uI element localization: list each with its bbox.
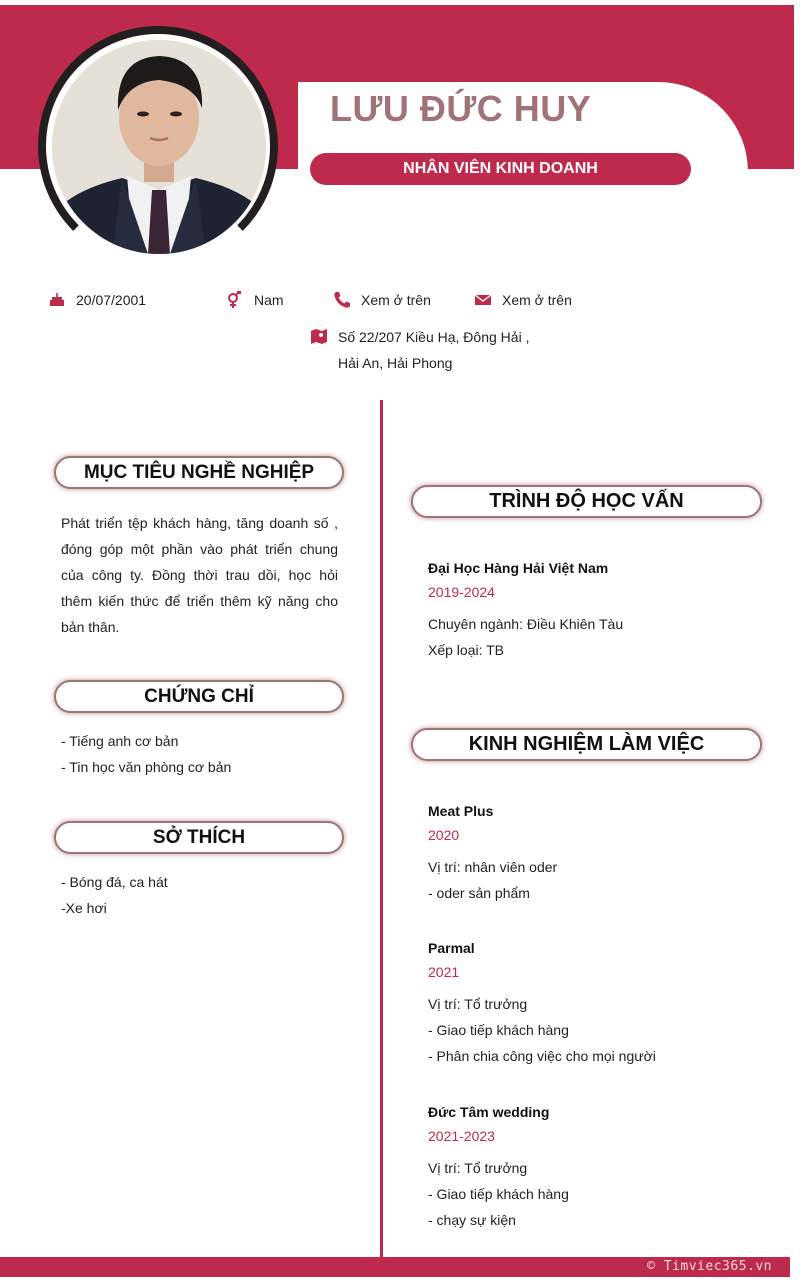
birthday-text: 20/07/2001 (76, 292, 147, 308)
experience-heading: KINH NGHIỆM LÀM VIỆC (411, 728, 762, 761)
list-item: -Xe hơi (61, 900, 107, 916)
education-years: 2019-2024 (428, 584, 495, 600)
contact-gender (226, 291, 284, 309)
avatar-portrait (52, 40, 266, 254)
job-years: 2021 (428, 964, 460, 980)
education-grade: Xếp loại: TB (428, 642, 505, 658)
phone-icon (333, 291, 351, 309)
gender-text: Nam (254, 292, 284, 308)
certificates-heading: CHỨNG CHỈ (54, 680, 344, 713)
certificates-list (61, 728, 231, 780)
job-line: - oder sản phẩm (428, 885, 530, 901)
contact-phone (333, 291, 431, 309)
envelope-icon (474, 291, 492, 309)
job-line: - Giao tiếp khách hàng (428, 1022, 569, 1038)
job-line: Vị trí: Tổ trưởng (428, 1160, 528, 1176)
hobbies-heading: SỞ THÍCH (54, 821, 344, 854)
column-divider (380, 400, 383, 1258)
map-pin-icon (310, 327, 328, 345)
job-title-badge: NHÂN VIÊN KINH DOANH (310, 153, 691, 185)
candidate-name: LƯU ĐỨC HUY (330, 88, 592, 129)
job-years: 2021-2023 (428, 1128, 495, 1144)
phone-text[interactable]: Xem ở trên (361, 292, 431, 308)
company-name: Meat Plus (428, 803, 494, 819)
gender-icon (226, 291, 244, 309)
address-line-2: Hải An, Hải Phong (338, 355, 453, 371)
cake-icon (48, 291, 66, 309)
email-text[interactable]: Xem ở trên (502, 292, 572, 308)
job-line: - chạy sự kiện (428, 1212, 516, 1228)
job-line: Vị trí: Tổ trưởng (428, 996, 528, 1012)
education-major: Chuyên ngành: Điều Khiên Tàu (428, 616, 624, 632)
address-line-1: Số 22/207 Kiều Hạ, Đông Hải , (338, 329, 530, 345)
list-item: - Tin học văn phòng cơ bản (61, 759, 232, 775)
job-line: - Phân chia công việc cho mọi người (428, 1048, 656, 1064)
job-entry (428, 1100, 768, 1233)
job-years: 2020 (428, 827, 460, 843)
watermark: © Timviec365.vn (647, 1259, 772, 1274)
list-item: - Tiếng anh cơ bản (61, 733, 179, 749)
job-line: Vị trí: nhân viên oder (428, 859, 558, 875)
objective-text: Phát triển tệp khách hàng, tăng doanh số , đóng góp một phần vào phát triển chung của công ty. Đồng thời trau dồi, học hỏi thêm kiến thức để triển thêm kỹ năng cho bản thân. (61, 515, 338, 635)
contact-address (310, 324, 529, 376)
objective-heading: MỤC TIÊU NGHỀ NGHIỆP (54, 456, 344, 489)
list-item: - Bóng đá, ca hát (61, 874, 168, 890)
school-name: Đại Học Hàng Hải Việt Nam (428, 560, 609, 576)
company-name: Parmal (428, 940, 475, 956)
contact-birthday (48, 291, 146, 309)
company-name: Đức Tâm wedding (428, 1104, 550, 1120)
job-line: - Giao tiếp khách hàng (428, 1186, 569, 1202)
contact-email (474, 291, 572, 309)
hobbies-list (61, 869, 168, 921)
job-entry (428, 936, 768, 1069)
job-entry (428, 799, 768, 906)
education-heading: TRÌNH ĐỘ HỌC VẤN (411, 485, 762, 518)
avatar (52, 40, 266, 254)
education-entry (428, 556, 768, 663)
